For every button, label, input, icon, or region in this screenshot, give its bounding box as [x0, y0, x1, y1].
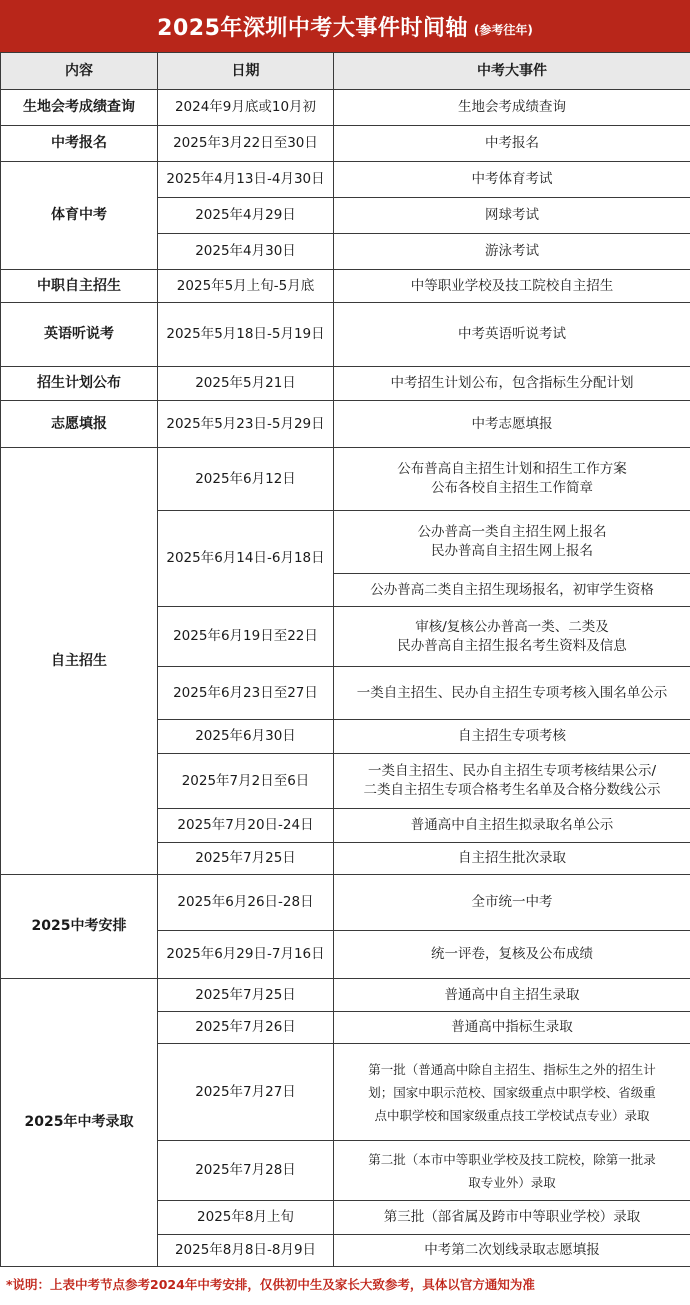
category-cell: 中考报名 — [1, 126, 158, 162]
event-line: 第一批（普通高中除自主招生、指标生之外的招生计 — [368, 1061, 656, 1077]
event-cell — [334, 448, 690, 511]
date-cell: 2025年5月21日 — [158, 367, 334, 401]
event-cell — [334, 754, 690, 809]
date-cell: 2025年7月28日 — [158, 1141, 334, 1201]
event-cell: 普通高中自主招生录取 — [334, 979, 690, 1012]
event-line: 民办普高自主招生网上报名 — [431, 543, 593, 559]
date-cell: 2025年4月13日-4月30日 — [158, 162, 334, 198]
date-cell: 2025年6月23日至27日 — [158, 667, 334, 720]
date-cell: 2025年5月18日-5月19日 — [158, 303, 334, 367]
table-row — [1, 270, 690, 303]
table-row — [1, 875, 690, 931]
table-row — [1, 303, 690, 367]
event-cell: 中等职业学校及技工院校自主招生 — [334, 270, 690, 303]
table-row — [1, 367, 690, 401]
date-cell: 2025年7月26日 — [158, 1012, 334, 1044]
event-cell: 中考招生计划公布，包含指标生分配计划 — [334, 367, 690, 401]
event-cell — [334, 1044, 690, 1141]
category-cell: 体育中考 — [1, 162, 158, 270]
date-cell: 2025年7月27日 — [158, 1044, 334, 1141]
event-line: 民办普高自主招生报名考生资料及信息 — [397, 637, 627, 654]
event-cell: 中考体育考试 — [334, 162, 690, 198]
event-cell: 第三批（部省属及跨市中等职业学校）录取 — [334, 1201, 690, 1235]
category-cell: 中职自主招生 — [1, 270, 158, 303]
date-cell: 2025年6月14日-6月18日 — [158, 511, 334, 607]
title-note: (参考往年) — [473, 22, 533, 37]
event-cell: 中考英语听说考试 — [334, 303, 690, 367]
event-line: 公布各校自主招生工作简章 — [431, 480, 593, 496]
category-cell: 生地会考成绩查询 — [1, 90, 158, 126]
date-cell: 2025年5月上旬-5月底 — [158, 270, 334, 303]
event-line: 第二批（本市中等职业学校及技工院校，除第一批录 — [368, 1151, 656, 1167]
date-cell: 2025年6月30日 — [158, 720, 334, 754]
event-cell: 统一评卷，复核及公布成绩 — [334, 931, 690, 979]
header-category: 内容 — [1, 53, 158, 90]
category-cell: 2025年中考录取 — [1, 979, 158, 1267]
event-line: 公办普高一类自主招生网上报名 — [417, 524, 607, 540]
event-line: 审核/复核公办普高一类、二类及 — [415, 618, 609, 635]
event-cell: 网球考试 — [334, 198, 690, 234]
date-cell: 2025年7月25日 — [158, 843, 334, 875]
date-cell: 2025年7月25日 — [158, 979, 334, 1012]
table-row — [1, 401, 690, 448]
event-line: 划；国家中职示范校、国家级重点中职学校、省级重 — [368, 1084, 656, 1100]
date-cell: 2025年7月20日-24日 — [158, 809, 334, 843]
header-date: 日期 — [158, 53, 334, 90]
table-row — [1, 162, 690, 198]
date-cell: 2025年4月30日 — [158, 234, 334, 270]
event-cell: 普通高中指标生录取 — [334, 1012, 690, 1044]
event-cell: 游泳考试 — [334, 234, 690, 270]
date-cell: 2025年6月26日-28日 — [158, 875, 334, 931]
table-row — [1, 126, 690, 162]
date-cell: 2025年4月29日 — [158, 198, 334, 234]
table-row — [1, 448, 690, 511]
event-cell: 自主招生专项考核 — [334, 720, 690, 754]
table-row — [1, 90, 690, 126]
event-cell — [334, 1141, 690, 1201]
date-cell: 2025年8月8日-8月9日 — [158, 1235, 334, 1267]
event-line: 点中职学校和国家级重点技工学校试点专业）录取 — [374, 1107, 650, 1123]
event-cell — [334, 607, 690, 667]
date-cell: 2024年9月底或10月初 — [158, 90, 334, 126]
category-cell: 招生计划公布 — [1, 367, 158, 401]
category-cell: 自主招生 — [1, 448, 158, 875]
date-cell: 2025年8月上旬 — [158, 1201, 334, 1235]
date-cell: 2025年7月2日至6日 — [158, 754, 334, 809]
date-cell: 2025年6月29日-7月16日 — [158, 931, 334, 979]
event-cell: 中考报名 — [334, 126, 690, 162]
event-line: 公布普高自主招生计划和招生工作方案 — [397, 461, 627, 477]
timeline-table — [0, 52, 690, 1267]
date-cell: 2025年5月23日-5月29日 — [158, 401, 334, 448]
table-row — [1, 979, 690, 1012]
event-line: 取专业外）录取 — [468, 1174, 556, 1190]
event-cell — [334, 511, 690, 574]
date-cell: 2025年6月12日 — [158, 448, 334, 511]
category-cell: 志愿填报 — [1, 401, 158, 448]
event-cell: 自主招生批次录取 — [334, 843, 690, 875]
category-cell: 2025中考安排 — [1, 875, 158, 979]
event-line: 一类自主招生、民办自主招生专项考核结果公示/ — [367, 763, 657, 779]
date-cell: 2025年6月19日至22日 — [158, 607, 334, 667]
event-cell: 普通高中自主招生拟录取名单公示 — [334, 809, 690, 843]
date-cell: 2025年3月22日至30日 — [158, 126, 334, 162]
event-cell: 生地会考成绩查询 — [334, 90, 690, 126]
header-event: 中考大事件 — [334, 53, 690, 90]
event-cell: 中考第二次划线录取志愿填报 — [334, 1235, 690, 1267]
header-row — [1, 53, 690, 90]
event-line: 二类自主招生专项合格考生名单及合格分数线公示 — [363, 782, 661, 798]
event-cell: 一类自主招生、民办自主招生专项考核入围名单公示 — [334, 667, 690, 720]
event-cell: 公办普高二类自主招生现场报名，初审学生资格 — [334, 574, 690, 607]
event-cell: 全市统一中考 — [334, 875, 690, 931]
page-title: 2025年深圳中考大事件时间轴 — [157, 15, 468, 41]
title-bar — [0, 0, 690, 52]
footer-note: *说明：上表中考节点参考2024年中考安排，仅供初中生及家长大致参考，具体以官方通知为准 — [6, 1276, 535, 1292]
event-cell: 中考志愿填报 — [334, 401, 690, 448]
category-cell: 英语听说考 — [1, 303, 158, 367]
